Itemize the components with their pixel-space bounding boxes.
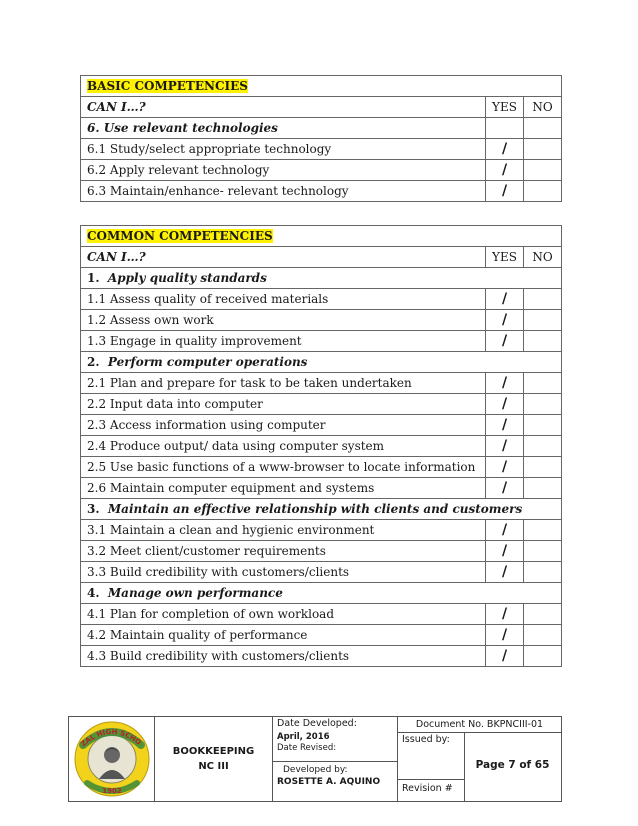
section-row: [81, 268, 562, 289]
competency-text: 2.4 Produce output/ data using computer system: [81, 436, 486, 457]
yes-check-mark: /: [486, 457, 524, 478]
document-footer: [68, 716, 562, 802]
no-cell: [524, 604, 562, 625]
yes-header: YES: [486, 247, 524, 268]
section-row: [81, 583, 562, 604]
no-cell: [524, 478, 562, 499]
yes-check-mark: /: [486, 139, 524, 160]
yes-check-mark: /: [486, 646, 524, 667]
competency-text: 1.1 Assess quality of received materials: [81, 289, 486, 310]
competency-text: 3.1 Maintain a clean and hygienic environment: [81, 520, 486, 541]
competency-text: 4.2 Maintain quality of performance: [81, 625, 486, 646]
section-row: [81, 352, 562, 373]
no-cell: [524, 457, 562, 478]
no-cell: [524, 160, 562, 181]
table-row: [81, 562, 562, 583]
section-title: Apply quality standards: [107, 271, 267, 285]
table-row: [81, 646, 562, 667]
revision-label: Revision #: [402, 783, 453, 794]
date-revised-label: Date Revised:: [277, 743, 337, 753]
seal-year: 1902: [102, 787, 122, 795]
competency-text: 2.3 Access information using computer: [81, 415, 486, 436]
no-cell: [524, 541, 562, 562]
no-cell: [524, 310, 562, 331]
common-competencies-table: [80, 225, 562, 667]
section-number: 1.: [87, 271, 100, 285]
development-info-cell: [273, 717, 398, 801]
table-row: [81, 541, 562, 562]
no-header: NO: [524, 247, 562, 268]
section-row: [81, 499, 562, 520]
section-title: 6. Use relevant technologies: [81, 118, 486, 139]
no-cell: [524, 373, 562, 394]
table-header-row: [81, 97, 562, 118]
competency-text: 2.5 Use basic functions of a www-browser to locate information: [81, 457, 486, 478]
table-row: [81, 181, 562, 202]
developed-by-label: Developed by:: [283, 765, 348, 775]
table-row: [81, 436, 562, 457]
no-cell: [524, 436, 562, 457]
yes-check-mark: /: [486, 520, 524, 541]
table-row: [81, 520, 562, 541]
date-developed-value: April, 2016: [277, 732, 330, 742]
section-number: 3.: [87, 502, 100, 516]
yes-check-mark: /: [486, 160, 524, 181]
yes-check-mark: /: [486, 394, 524, 415]
section-title: Perform computer operations: [107, 355, 308, 369]
basic-title: BASIC COMPETENCIES: [87, 79, 248, 93]
section-number: 2.: [87, 355, 100, 369]
yes-check-mark: /: [486, 289, 524, 310]
no-cell: [524, 562, 562, 583]
competency-text: 3.3 Build credibility with customers/clients: [81, 562, 486, 583]
table-row: [81, 310, 562, 331]
no-cell: [524, 331, 562, 352]
basic-competencies-table: [80, 75, 562, 202]
can-i-header: CAN I…?: [81, 97, 486, 118]
seal-school-name: ZAL HIGH SCHO: [79, 727, 143, 749]
table-header-row: [81, 247, 562, 268]
can-i-header: CAN I…?: [81, 247, 486, 268]
table-row: [81, 139, 562, 160]
section-number: 4.: [87, 586, 100, 600]
table-row: [81, 415, 562, 436]
no-cell: [524, 139, 562, 160]
competency-text: 1.3 Engage in quality improvement: [81, 331, 486, 352]
table-row: [81, 160, 562, 181]
no-cell: [524, 625, 562, 646]
yes-check-mark: /: [486, 415, 524, 436]
competency-text: 1.2 Assess own work: [81, 310, 486, 331]
document-control-cell: [398, 717, 561, 801]
common-title: COMMON COMPETENCIES: [87, 229, 273, 243]
no-cell: [524, 646, 562, 667]
table-row: [81, 394, 562, 415]
table-row: [81, 604, 562, 625]
competency-text: 6.2 Apply relevant technology: [81, 160, 486, 181]
table-row: [81, 289, 562, 310]
course-name: BOOKKEEPING: [172, 746, 255, 757]
competency-text: 6.3 Maintain/enhance- relevant technology: [81, 181, 486, 202]
developer-name: ROSETTE A. AQUINO: [277, 777, 381, 787]
yes-check-mark: /: [486, 604, 524, 625]
competency-text: 2.2 Input data into computer: [81, 394, 486, 415]
yes-header: YES: [486, 97, 524, 118]
table-title-row: [81, 226, 562, 247]
no-cell: [524, 289, 562, 310]
no-cell: [524, 520, 562, 541]
section-title: Manage own performance: [107, 586, 283, 600]
no-cell: [524, 181, 562, 202]
competency-text: 6.1 Study/select appropriate technology: [81, 139, 486, 160]
yes-check-mark: /: [486, 373, 524, 394]
table-title-row: [81, 76, 562, 97]
section-row: [81, 118, 562, 139]
competency-text: 2.6 Maintain computer equipment and systems: [81, 478, 486, 499]
yes-check-mark: /: [486, 478, 524, 499]
competency-text: 4.1 Plan for completion of own workload: [81, 604, 486, 625]
no-header: NO: [524, 97, 562, 118]
school-seal-logo: [69, 717, 155, 801]
competency-text: 2.1 Plan and prepare for task to be taken undertaken: [81, 373, 486, 394]
no-cell: [524, 415, 562, 436]
document-number: Document No. BKPNCIII-01: [415, 719, 544, 730]
table-row: [81, 331, 562, 352]
issued-by-label: Issued by:: [402, 734, 450, 745]
school-logo-cell: [69, 717, 155, 801]
yes-check-mark: /: [486, 436, 524, 457]
table-row: [81, 625, 562, 646]
yes-check-mark: /: [486, 310, 524, 331]
table-row: [81, 478, 562, 499]
section-title: Maintain an effective relationship with clients and customers: [107, 502, 523, 516]
competency-text: 4.3 Build credibility with customers/clients: [81, 646, 486, 667]
page-number: Page 7 of 65: [475, 759, 550, 771]
table-row: [81, 373, 562, 394]
yes-check-mark: /: [486, 331, 524, 352]
table-row: [81, 457, 562, 478]
competency-text: 3.2 Meet client/customer requirements: [81, 541, 486, 562]
yes-check-mark: /: [486, 562, 524, 583]
yes-check-mark: /: [486, 625, 524, 646]
course-title-cell: [155, 717, 273, 801]
yes-check-mark: /: [486, 541, 524, 562]
course-level: NC III: [198, 761, 229, 772]
no-cell: [524, 394, 562, 415]
date-developed-label: Date Developed:: [277, 718, 357, 729]
yes-check-mark: /: [486, 181, 524, 202]
